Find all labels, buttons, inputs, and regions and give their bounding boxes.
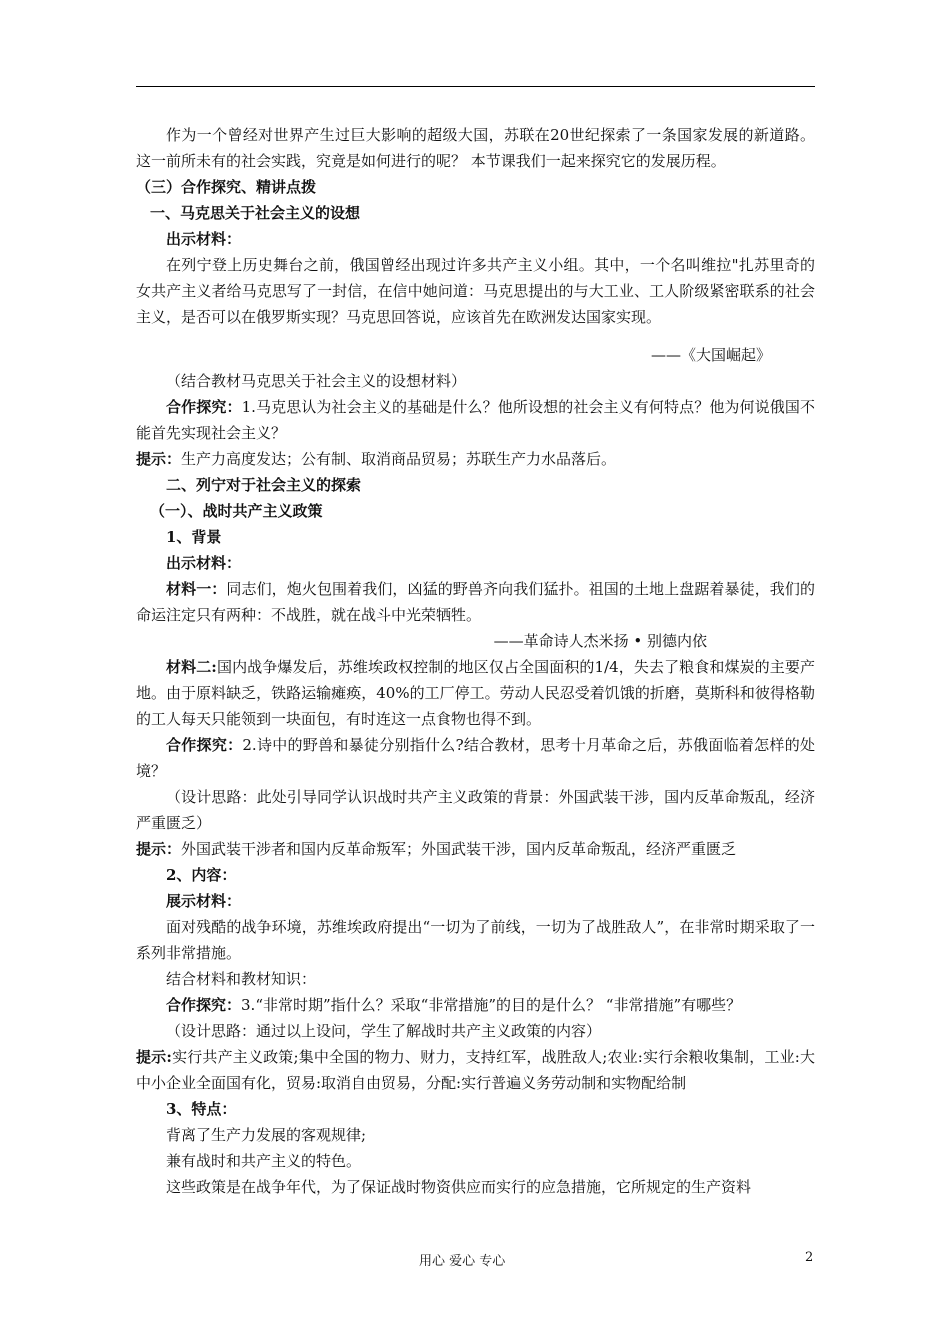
- inquiry-text: 3.“非常时期”指什么？采取“非常措施”的目的是什么？ “非常措施”有哪些？: [241, 996, 742, 1014]
- part2-sub1-title: （一）、战时共产主义政策: [150, 502, 323, 520]
- inquiry-text: 2.诗中的野兽和暴徒分别指什么?结合教材，思考十月革命之后，苏俄面临着怎样的处境？: [136, 736, 815, 780]
- feature-three: 这些政策是在战争年代，为了保证战时物资供应而实行的应急措施，它所规定的生产资料: [166, 1178, 752, 1196]
- part1-inquiry: [136, 394, 815, 446]
- part1-source: ——《大国崛起》: [650, 346, 771, 364]
- document-body: [136, 122, 815, 1200]
- design-note-one: （设计思路：此处引导同学认识战时共产主义政策的背景：外国武装干涉，国内反革命叛乱，经济严重匮乏）: [136, 788, 815, 832]
- display-material-label: 展示材料：: [166, 892, 242, 910]
- material-one-label: 材料一：: [166, 580, 227, 598]
- page-number: 2: [805, 1250, 814, 1265]
- header-rule: [136, 86, 815, 87]
- part1-show-material-label: 出示材料：: [166, 230, 242, 248]
- hint-label: 提示：: [136, 450, 182, 468]
- hint-text: 实行共产主义政策;集中全国的物力、财力，支持红军，战胜敌人;农业:实行余粮收集制，工业:大中小企业全面国有化，贸易:取消自由贸易，分配:实行普遍义务劳动制和实物配给制: [136, 1048, 815, 1092]
- combine-note: 结合材料和教材知识：: [166, 970, 317, 988]
- material-three: 面对残酷的战争环境，苏维埃政府提出“一切为了前线，一切为了战胜敌人”，在非常时期采取了一系列非常措施。: [136, 918, 815, 962]
- section3-title: （三）合作探究、精讲点拨: [136, 178, 317, 196]
- part2-show-material-label: 出示材料：: [166, 554, 242, 572]
- material-one-text: 同志们，炮火包围着我们，凶猛的野兽齐向我们猛扑。祖国的土地上盘踞着暴徒，我们的命运注定只有两种：不战胜，就在战斗中光荣牺牲。: [136, 580, 815, 624]
- hint-label: 提示：: [136, 840, 182, 858]
- footer-motto: 用心 爱心 专心: [419, 1254, 506, 1269]
- feature-two: 兼有战时和共产主义的特色。: [166, 1152, 362, 1170]
- design-note-two: （设计思路：通过以上设问，学生了解战时共产主义政策的内容）: [166, 1022, 602, 1040]
- feature-one: 背离了生产力发展的客观规律;: [166, 1126, 367, 1144]
- part1-material: 在列宁登上历史舞台之前，俄国曾经出现过许多共产主义小组。其中，一个名叫维拉"扎苏里奇的女共产主义者给马克思写了一封信，在信中她问道：马克思提出的与大工业、工人阶级紧密联系的社会主义，是否可以在俄罗斯实现？马克思回答说，应该首先在欧洲发达国家实现。: [136, 256, 815, 326]
- inquiry-text: 1.马克思认为社会主义的基础是什么？他所设想的社会主义有何特点？他为何说俄国不能首先实现社会主义？: [136, 398, 815, 442]
- hint-three: [136, 1044, 815, 1096]
- hint-label: 提示:: [136, 1048, 172, 1066]
- part1-title: 一、马克思关于社会主义的设想: [150, 204, 361, 222]
- inquiry-label: 合作探究：: [166, 398, 242, 416]
- background-title: 1、背景: [166, 528, 222, 546]
- part1-note: （结合教材马克思关于社会主义的设想材料）: [166, 372, 467, 390]
- hint-text: 外国武装干涉者和国内反革命叛军；外国武装干涉，国内反革命叛乱，经济严重匮乏: [181, 840, 737, 858]
- inquiry-three: [136, 992, 815, 1018]
- part2-title: 二、列宁对于社会主义的探索: [166, 476, 362, 494]
- part1-hint: [136, 446, 815, 472]
- material-one-source: ——革命诗人杰米扬 • 别德内依: [493, 632, 707, 650]
- intro-paragraph: 作为一个曾经对世界产生过巨大影响的超级大国，苏联在20世纪探索了一条国家发展的新道路。这一前所未有的社会实践，究竟是如何进行的呢？ 本节课我们一起来探究它的发展历程。: [136, 126, 815, 170]
- material-two-text: 国内战争爆发后，苏维埃政权控制的地区仅占全国面积的1/4，失去了粮食和煤炭的主要产地。由于原料缺乏，铁路运输瘫痪，40%的工厂停工。劳动人民忍受着饥饿的折磨，莫斯科和彼得格勒的工人每天只能领到一块面包，有时连这一点食物也得不到。: [136, 658, 815, 728]
- hint-two: [136, 836, 815, 862]
- material-two: [136, 654, 815, 732]
- content-title: 2、内容：: [166, 866, 237, 884]
- material-two-label: 材料二:: [166, 658, 217, 676]
- inquiry-two: [136, 732, 815, 784]
- material-one: [136, 576, 815, 628]
- inquiry-label: 合作探究：: [166, 996, 242, 1014]
- hint-text: 生产力高度发达；公有制、取消商品贸易；苏联生产力水品落后。: [181, 450, 617, 468]
- inquiry-label: 合作探究：: [166, 736, 243, 754]
- features-title: 3、特点：: [166, 1100, 237, 1118]
